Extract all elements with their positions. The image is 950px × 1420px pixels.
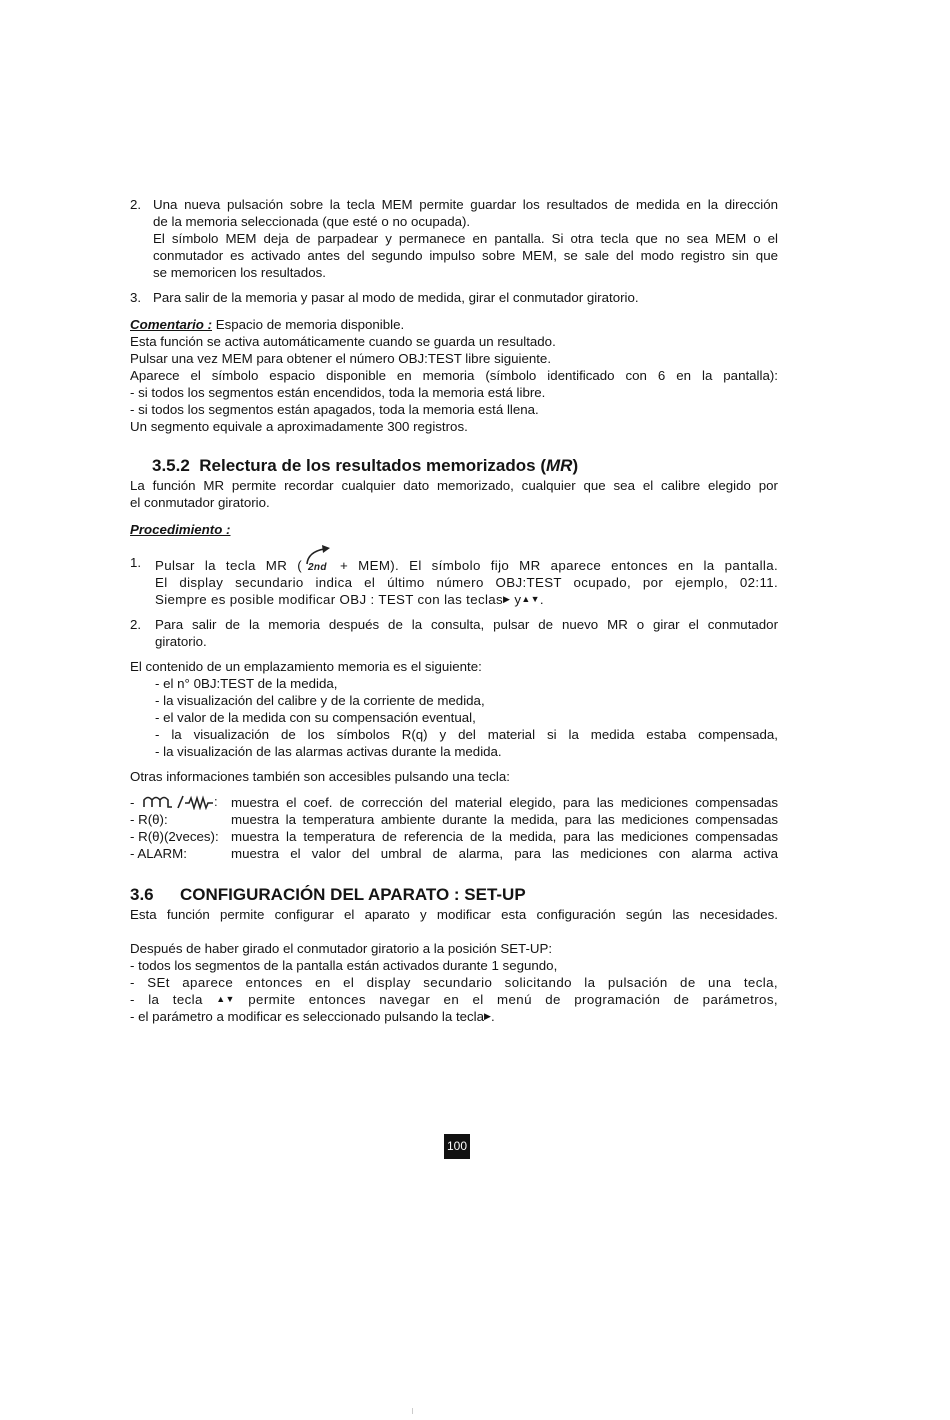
comment-line-5: - si todos los segmentos están encendidos, toda la memoria está libre.	[130, 385, 546, 400]
other-row-value: muestra la temperatura de referencia de la medida, para las mediciones compensadas	[231, 829, 778, 844]
page-number: 100	[444, 1134, 470, 1159]
other-row-key: - R(θ):	[130, 812, 168, 827]
item2-line-4: conmutador es activado antes del segundo impulso sobre MEM, se sale del modo registro sin que	[153, 248, 778, 263]
other-row-4	[130, 845, 778, 862]
other-row-key: - ALARM:	[130, 846, 187, 861]
step1-line-2: El display secundario indica el último número OBJ:TEST ocupado, por ejemplo, 02:11.	[155, 575, 778, 590]
item-number: 2.	[130, 617, 142, 632]
other-intro: Otras informaciones también son accesibles pulsando una tecla:	[130, 769, 510, 784]
section-36-intro: Esta función permite configurar el aparato y modificar esta configuración según las necesidades.	[130, 907, 778, 922]
scan-mark	[412, 1408, 413, 1414]
right-arrow-icon: ▶	[484, 1011, 491, 1021]
section-352-heading	[152, 455, 778, 477]
step1-line-1a: Pulsar la tecla MR (	[155, 558, 303, 573]
item2-line-5: se memoricen los resultados.	[153, 265, 326, 280]
content-item-2: - la visualización del calibre y de la corriente de medida,	[155, 693, 485, 708]
setup-item-4	[130, 1008, 778, 1025]
section-title-mr: MR	[545, 456, 573, 475]
section-title-after: )	[572, 456, 579, 475]
step2-line-2: giratorio.	[155, 634, 207, 649]
section-36-after-intro: Después de haber girado el conmutador giratorio a la posición SET-UP:	[130, 941, 553, 956]
content-item-3: - el valor de la medida con su compensación eventual,	[155, 710, 476, 725]
other-row-value: muestra la temperatura ambiente durante la medida, para las mediciones compensadas	[231, 812, 778, 827]
down-arrow-icon: ▼	[225, 994, 235, 1004]
section-36-heading	[130, 884, 778, 906]
right-arrow-icon: ▶	[503, 594, 511, 604]
coil-resistor-icon	[138, 794, 224, 810]
comment-line-7: Un segmento equivale a aproximadamente 300 registros.	[130, 419, 468, 434]
other-row-value: muestra el valor del umbral de alarma, para las mediciones con alarma activa	[231, 846, 778, 861]
2nd-key-icon	[302, 554, 340, 574]
page-content	[130, 196, 778, 1025]
section-352-intro-2: el conmutador giratorio.	[130, 495, 270, 510]
content-intro: El contenido de un emplazamiento memoria es el siguiente:	[130, 659, 482, 674]
item2-line-3: El símbolo MEM deja de parpadear y permanece en pantalla. Si otra tecla que no sea MEM o el	[153, 231, 778, 246]
setup-nav-a: - la tecla	[130, 992, 203, 1007]
other-row-2	[130, 811, 778, 828]
list-item-3	[130, 289, 778, 306]
procedure-step-2	[130, 616, 778, 650]
up-arrow-icon: ▲	[521, 594, 531, 604]
item2-line-1: Una nueva pulsación sobre la tecla MEM permite guardar los resultados de medida en la dirección	[153, 197, 778, 212]
comment-first: Espacio de memoria disponible.	[212, 317, 405, 332]
section-number: 3.6	[130, 885, 154, 904]
other-row-key: - :	[130, 794, 231, 811]
item-number: 2.	[130, 197, 142, 212]
procedure-step-1	[130, 554, 778, 608]
down-arrow-icon: ▼	[530, 594, 540, 604]
setup-item-3	[130, 991, 778, 1008]
setup-item-1: - todos los segmentos de la pantalla están activados durante 1 segundo,	[130, 958, 558, 973]
comment-line-2: Esta función se activa automáticamente cuando se guarda un resultado.	[130, 334, 556, 349]
comment-line-6: - si todos los segmentos están apagados, toda la memoria está llena.	[130, 402, 539, 417]
step1-line-1	[155, 554, 778, 574]
other-row-3	[130, 828, 778, 845]
list-item-2	[130, 196, 778, 281]
step1-line-3end: .	[539, 592, 544, 607]
comment-label: Comentario :	[130, 317, 213, 332]
item2-line-2: de la memoria seleccionada (que esté o no ocupada).	[153, 214, 471, 229]
other-row-value: muestra el coef. de corrección del material elegido, para las mediciones compensadas	[231, 795, 778, 810]
comment-line-4: Aparece el símbolo espacio disponible en memoria (símbolo identificado con 6 en la pantalla):	[130, 368, 778, 383]
item-number: 1.	[130, 555, 142, 570]
comment-line-3: Pulsar una vez MEM para obtener el número OBJ:TEST libre siguiente.	[130, 351, 552, 366]
content-item-5: - la visualización de las alarmas activas durante la medida.	[155, 744, 502, 759]
section-number: 3.5.2	[152, 456, 190, 475]
step1-line-1b: + MEM). El símbolo fijo MR aparece entonces en la pantalla.	[340, 558, 778, 573]
setup-nav-b: permite entonces navegar en el menú de programación de parámetros,	[248, 992, 778, 1007]
other-row-1	[130, 794, 778, 811]
comment-line	[130, 316, 778, 333]
up-arrow-icon: ▲	[216, 994, 226, 1004]
step1-line-3y: y	[510, 592, 522, 607]
svg-text::: :	[214, 794, 218, 809]
section-title-before: Relectura de los resultados memorizados (	[199, 456, 546, 475]
svg-text:2nd: 2nd	[308, 562, 327, 573]
item-number: 3.	[130, 290, 142, 305]
setup-item-2: - SEt aparece entonces en el display secundario solicitando la pulsación de una tecla,	[130, 975, 778, 990]
step2-line-1: Para salir de la memoria después de la consulta, pulsar de nuevo MR o girar el conmutador	[155, 617, 778, 632]
other-row-key: - R(θ)(2veces):	[130, 829, 219, 844]
item3-text: Para salir de la memoria y pasar al modo de medida, girar el conmutador giratorio.	[153, 290, 639, 305]
step1-line-3	[155, 591, 778, 608]
step1-line-3a: Siempre es posible modificar OBJ : TEST con las teclas	[155, 592, 504, 607]
procedure-label: Procedimiento :	[130, 522, 231, 537]
setup-select-a: - el parámetro a modificar es seleccionado pulsando la tecla	[130, 1009, 485, 1024]
setup-select-end: .	[490, 1009, 495, 1024]
section-title: CONFIGURACIÓN DEL APARATO : SET-UP	[180, 885, 526, 904]
section-352-intro-1: La función MR permite recordar cualquier dato memorizado, cualquier que sea el calibre elegido por	[130, 478, 778, 493]
content-item-1: - el n° 0BJ:TEST de la medida,	[155, 676, 338, 691]
content-item-4: - la visualización de los símbolos R(q) y del material si la medida estaba compensada,	[155, 727, 778, 742]
